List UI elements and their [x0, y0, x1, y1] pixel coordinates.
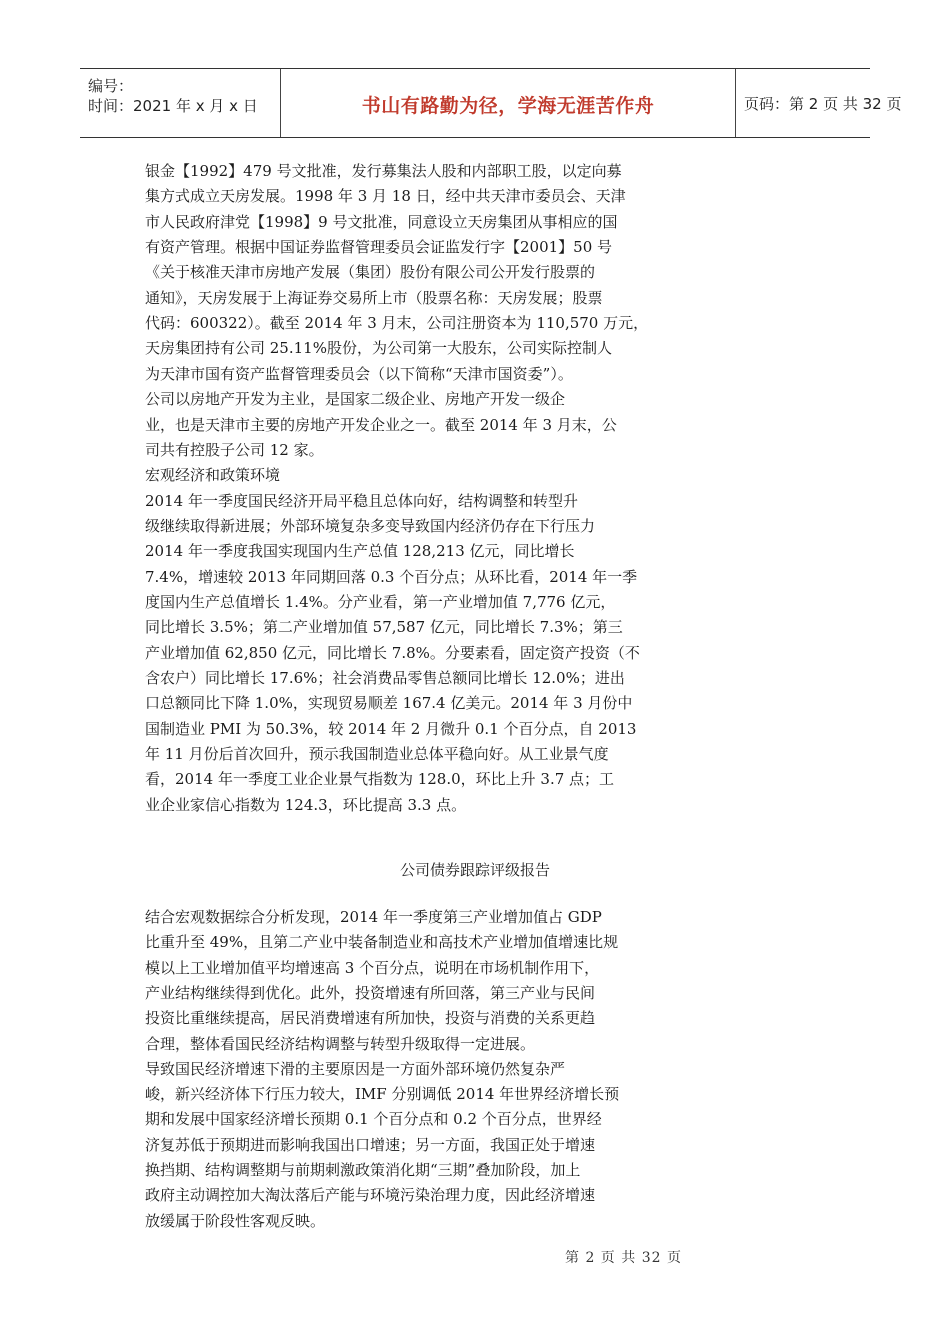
text-line: 期和发展中国家经济增长预期 0.1 个百分点和 0.2 个百分点，世界经 — [145, 1110, 602, 1128]
text-line: 业企业家信心指数为 124.3，环比提高 3.3 点。 — [145, 796, 467, 814]
text-line: 投资比重继续提高，居民消费增速有所加快，投资与消费的关系更趋 — [145, 1009, 596, 1027]
text-line: 含农户）同比增长 17.6%；社会消费品零售总额同比增长 12.0%；进出 — [145, 669, 625, 687]
text-line: 峻，新兴经济体下行压力较大，IMF 分别调低 2014 年世界经济增长预 — [145, 1085, 620, 1103]
text-line: 银金【1992】479 号文批准，发行募集法人股和内部职工股，以定向募 — [145, 162, 622, 180]
footer-page-number: 第 2 页 共 32 页 — [565, 1250, 682, 1266]
time-label: 时间：2021 年 x 月 x 日 — [88, 97, 258, 115]
text-line: 模以上工业增加值平均增速高 3 个百分点，说明在市场机制作用下， — [145, 959, 600, 977]
text-line: 宏观经济和政策环境 — [145, 466, 281, 484]
header-meta — [80, 69, 280, 137]
header-motto-cell — [280, 69, 736, 137]
text-line: 《关于核准天津市房地产发展（集团）股份有限公司公开发行股票的 — [145, 263, 596, 281]
text-line: 天房集团持有公司 25.11%股份，为公司第一大股东，公司实际控制人 — [145, 339, 612, 357]
text-line: 级继续取得新进展；外部环境复杂多变导致国内经济仍存在下行压力 — [145, 517, 596, 535]
text-line: 业，也是天津市主要的房地产开发企业之一。截至 2014 年 3 月末，公 — [145, 416, 617, 434]
text-line: 司共有控股子公司 12 家。 — [145, 441, 324, 459]
text-line: 市人民政府津党【1998】9 号文批准，同意设立天房集团从事相应的国 — [145, 213, 618, 231]
text-line: 7.4%，增速较 2013 年同期回落 0.3 个百分点；从环比看，2014 年一季 — [145, 568, 638, 586]
text-line: 换挡期、结构调整期与前期刺激政策消化期“三期”叠加阶段，加上 — [145, 1161, 581, 1179]
text-line: 政府主动调控加大淘汰落后产能与环境污染治理力度，因此经济增速 — [145, 1186, 596, 1204]
text-line: 通知》，天房发展于上海证券交易所上市（股票名称：天房发展；股票 — [145, 289, 603, 307]
text-line: 年 11 月份后首次回升，预示我国制造业总体平稳向好。从工业景气度 — [145, 745, 609, 763]
text-line: 公司以房地产开发为主业，是国家二级企业、房地产开发一级企 — [145, 390, 566, 408]
text-line: 2014 年一季度我国实现国内生产总值 128,213 亿元，同比增长 — [145, 542, 575, 560]
text-line: 放缓属于阶段性客观反映。 — [145, 1212, 326, 1230]
text-line: 产业增加值 62,850 亿元，同比增长 7.8%。分要素看，固定资产投资（不 — [145, 644, 640, 662]
text-line: 济复苏低于预期进而影响我国出口增速；另一方面，我国正处于增速 — [145, 1136, 596, 1154]
text-line: 看，2014 年一季度工业企业景气指数为 128.0，环比上升 3.7 点；工 — [145, 770, 615, 788]
text-line: 国制造业 PMI 为 50.3%，较 2014 年 2 月微升 0.1 个百分点，自 2013 — [145, 720, 637, 738]
text-line: 度国内生产总值增长 1.4%。分产业看，第一产业增加值 7,776 亿元， — [145, 593, 616, 611]
text-line: 比重升至 49%，且第二产业中装备制造业和高技术产业增加值增速比规 — [145, 933, 619, 951]
header-page-number: 页码：第 2 页 共 32 页 — [744, 95, 902, 113]
text-line: 导致国民经济增速下滑的主要原因是一方面外部环境仍然复杂严 — [145, 1060, 566, 1078]
text-line: 为天津市国有资产监督管理委员会（以下简称“天津市国资委”）。 — [145, 365, 573, 383]
text-line: 口总额同比下降 1.0%，实现贸易顺差 167.4 亿美元。2014 年 3 月份中 — [145, 694, 633, 712]
code-label: 编号： — [88, 77, 134, 95]
section-title: 公司债券跟踪评级报告 — [399, 861, 550, 879]
header-page-cell — [736, 69, 902, 137]
text-line: 集方式成立天房发展。1998 年 3 月 18 日，经中共天津市委员会、天津 — [145, 187, 626, 205]
text-line: 结合宏观数据综合分析发现，2014 年一季度第三产业增加值占 GDP — [145, 908, 602, 926]
motto: 书山有路勤为径，学海无涯苦作舟 — [361, 95, 655, 117]
text-line: 合理，整体看国民经济结构调整与转型升级取得一定进展。 — [145, 1035, 536, 1053]
page-header — [80, 68, 902, 138]
text-line: 2014 年一季度国民经济开局平稳且总体向好，结构调整和转型升 — [145, 492, 578, 510]
text-line: 同比增长 3.5%；第二产业增加值 57,587 亿元，同比增长 7.3%；第三 — [145, 618, 623, 636]
text-line: 有资产管理。根据中国证券监督管理委员会证监发行字【2001】50 号 — [145, 238, 613, 256]
text-line: 代码：600322）。截至 2014 年 3 月末，公司注册资本为 110,570 万元， — [145, 314, 649, 332]
text-line: 产业结构继续得到优化。此外，投资增速有所回落，第三产业与民间 — [145, 984, 596, 1002]
